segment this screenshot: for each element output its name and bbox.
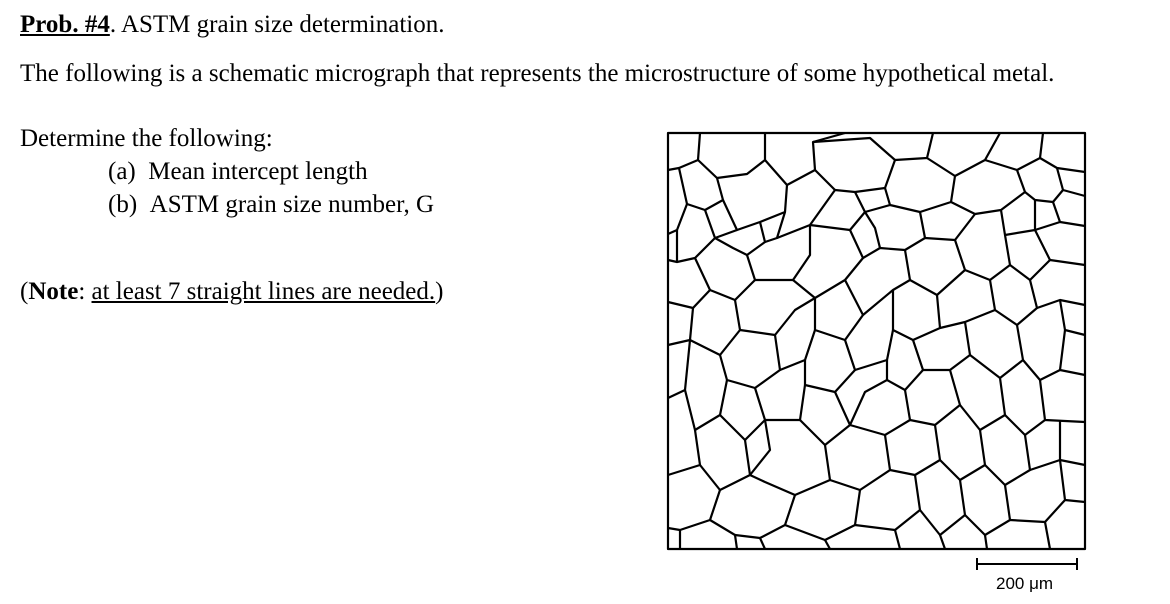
problem-title-text: . ASTM grain size determination.	[109, 11, 445, 38]
part-a	[108, 157, 368, 187]
problem-title	[20, 10, 444, 40]
intro-text: The following is a schematic micrograph that represents the microstructure of some hypothetical metal.	[20, 60, 1055, 87]
note-open-paren: (	[20, 278, 29, 305]
grain-boundaries	[668, 133, 1085, 549]
scale-bar-label: 200 μm	[996, 574, 1054, 593]
determine-heading: Determine the following:	[20, 125, 273, 152]
part-a-text: Mean intercept length	[148, 158, 368, 185]
scale-bar	[975, 556, 1079, 572]
note-text: at least 7 straight lines are needed.	[91, 278, 436, 305]
part-b-label: (b)	[108, 191, 138, 218]
note-close-paren: )	[435, 278, 444, 305]
note	[20, 277, 443, 307]
part-b-text: ASTM grain size number, G	[149, 191, 435, 218]
note-colon: :	[78, 278, 92, 305]
grain-micrograph	[665, 130, 1088, 552]
note-label: Note	[28, 278, 79, 305]
part-b	[108, 190, 434, 220]
part-a-label: (a)	[108, 158, 136, 185]
problem-number: Prob. #4	[20, 11, 110, 38]
